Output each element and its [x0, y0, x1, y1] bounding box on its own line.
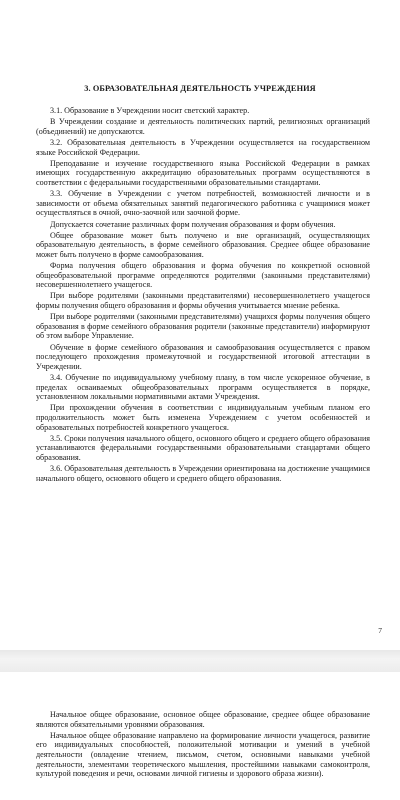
- paragraph: 3.2. Образовательная деятельность в Учреждении осуществляется на государственном языке Российской Федерации.: [36, 137, 370, 157]
- section-heading: 3. ОБРАЗОВАТЕЛЬНАЯ ДЕЯТЕЛЬНОСТЬ УЧРЕЖДЕНИЯ: [84, 84, 316, 93]
- page-separator: [0, 650, 400, 672]
- paragraph: Форма получения общего образования и форма обучения по конкретной основной общеобразовательной программе определяются родителями (законными представителями) несовершеннолетнего учащегося.: [36, 261, 370, 290]
- paragraph: В Учреждении создание и деятельность политических партий, религиозных организаций (объединений) не допускаются.: [36, 117, 370, 136]
- paragraph: Начальное общее образование, основное общее образование, среднее общее образование являются обязательными уровнями образования.: [36, 710, 370, 729]
- paragraph: 3.5. Сроки получения начального общего, основного общего и среднего общего образования устанавливаются федеральными государственными образовательными стандартами общего образования.: [36, 433, 370, 462]
- paragraph: При выборе родителями (законными представителями) учащихся формы получения общего образования в форме семейного образования родители (законные представители) информируют об этом выборе Управление.: [36, 312, 370, 341]
- document-page-8: [0, 672, 400, 800]
- paragraph: Начальное общее образование направлено на формирование личности учащегося, развитие его индивидуальных способностей, положительной мотивации и умений в учебной деятельности (овладение чтением, письмом, счетом, основными навыками учебной деятельности, элементами теоретического мышления, простейшими навыками самоконтроля, культурой поведения и речи, основами личной гигиены и здорового образа жизни).: [36, 730, 370, 779]
- paragraph: При выборе родителями (законными представителями) несовершеннолетнего учащегося формы получения общего образования и формы обучения учитывается мнение ребенка.: [36, 291, 370, 311]
- paragraph: 3.6. Образовательная деятельность в Учреждении ориентирована на достижение учащимися начального общего, основного общего и среднего общего образования.: [36, 464, 370, 483]
- paragraph: При прохождении обучения в соответствии с индивидуальным учебным планом его продолжительность может быть изменена Учреждением с учетом особенностей и образовательных потребностей конкретного учащегося.: [36, 403, 370, 432]
- paragraph: 3.4. Обучение по индивидуальному учебному плану, в том числе ускоренное обучение, в пределах осваиваемых общеобразовательных программ осуществляется в порядке, установленном локальными нормативными актами Учреждения.: [36, 372, 370, 402]
- section-body: [36, 106, 370, 485]
- paragraph: Обучение в форме семейного образования и самообразования осуществляется с правом последующего прохождения промежуточной и государственной итоговой аттестации в Учреждении.: [36, 342, 370, 371]
- page-number: 7: [378, 626, 382, 635]
- paragraph: Преподавание и изучение государственного языка Российской Федерации в рамках имеющих государственную аккредитацию образовательных программ осуществляются в соответствии с федеральными государственными образовательными стандартами.: [36, 158, 370, 187]
- section-body: [36, 710, 370, 780]
- paragraph: Общее образование может быть получено и вне организаций, осуществляющих образовательную деятельность, в форме семейного образования. Среднее общее образование может быть получено в форме самообразования.: [36, 230, 370, 259]
- paragraph: Допускается сочетание различных форм получения образования и форм обучения.: [50, 219, 336, 229]
- paragraph: 3.1. Образование в Учреждении носит светский характер.: [50, 106, 250, 115]
- paragraph: 3.3. Обучение в Учреждении с учетом потребностей, возможностей личности и в зависимости от объема обязательных занятий педагогического работника с учащимися может осуществляться в очной, очно-заочной или заочной форме.: [36, 189, 370, 218]
